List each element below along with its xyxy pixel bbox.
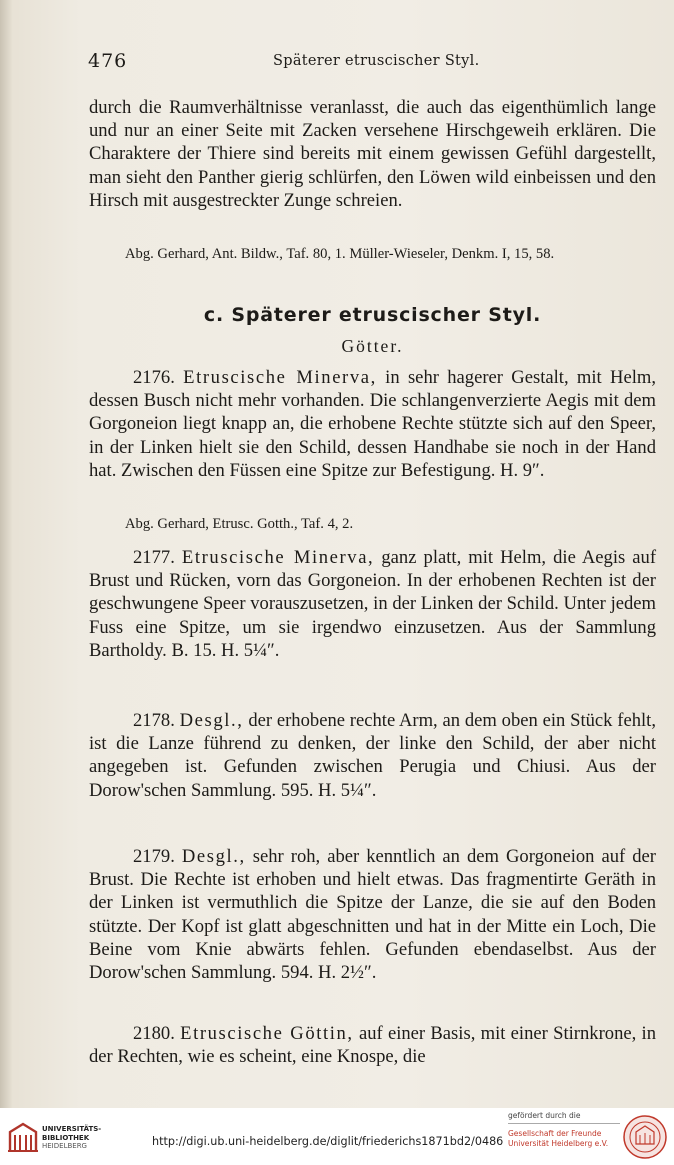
entry-2177 — [89, 546, 656, 662]
university-seal-icon — [622, 1114, 668, 1160]
running-title: Späterer etruscischer Styl. — [273, 53, 480, 69]
digital-copy-url-link[interactable]: http://digi.ub.uni-heidelberg.de/diglit/friederichs1871bd2/0486 — [152, 1135, 504, 1148]
entry-title: Desgl., — [181, 846, 246, 867]
entry-text: auf einer Basis, mit einer Stirnkrone, in der Rechten, wie es scheint, eine Knospe, die — [89, 1023, 656, 1068]
subheading: Götter. — [341, 336, 404, 356]
entry-title: Desgl., — [179, 710, 244, 731]
library-name: UNIVERSITÄTS- BIBLIOTHEK HEIDELBERG — [42, 1125, 102, 1150]
reference-2176: Abg. Gerhard, Etrusc. Gotth., Taf. 4, 2. — [125, 516, 354, 532]
entry-title: Etruscische Minerva, — [181, 547, 375, 568]
library-logo-icon — [6, 1120, 40, 1154]
paragraph-intro: durch die Raumverhältnisse veranlasst, die auch das eigenthümlich lange und nur an einer Seite mit Zacken versehene Hirschgeweih erklären. Die Charaktere der Thiere sind bereits mit einem gewissen Gefühl dargestellt, man sieht den Panther gierig schlürfen, den Löwen wild einbeissen und den Hirsch mit ausgestreckter Zunge schreien. — [89, 97, 656, 211]
entry-2176 — [89, 366, 656, 482]
funder-credit: gefördert durch die Gesellschaft der Freunde Universität Heidelberg e.V. — [508, 1111, 620, 1149]
entry-number: 2178. — [133, 710, 175, 731]
entry-text: der erhobene rechte Arm, an dem oben ein Stück fehlt, ist die Lanze führend zu denken, der linke den Schild, der aber nicht angegeben ist. Gefunden zwischen Perugia und Chiusi. Aus der Dorow'schen Sammlung. 595. H. 5¼″. — [89, 710, 656, 801]
section-heading: c. Späterer etruscischer Styl. — [203, 304, 542, 326]
entry-2178 — [89, 709, 656, 802]
entry-text: in sehr hagerer Gestalt, mit Helm, dessen Busch nicht mehr vorhanden. Die schlangenverzierte Aegis mit dem Gorgoneion liegt knapp an, die erhobene Rechte stützte sich auf den Speer, in der Linken hielt sie den Schild, dessen Handhabe sie noch in der Hand hat. Zwischen den Füssen eine Spitze zur Befestigung. H. 9″. — [89, 367, 656, 481]
entry-text: sehr roh, aber kenntlich an dem Gorgoneion auf der Brust. Die Rechte ist erhoben und hielt etwas. Das fragmentirte Geräth in der Linken ist vermuthlich die Spitze der Lanze, die sie auf den Boden stützte. Der Kopf ist glatt abgeschnitten und hat in der Mitte ein Loch, Die Beine vom Knie abwärts fehlen. Gefunden ebendaselbst. Aus der Dorow'schen Sammlung. 594. H. 2½″. — [89, 846, 656, 984]
footer-bar — [0, 1108, 674, 1165]
entry-number: 2177. — [133, 547, 175, 568]
reference-intro: Abg. Gerhard, Ant. Bildw., Taf. 80, 1. Müller-Wieseler, Denkm. I, 15, 58. — [125, 246, 555, 262]
entry-title: Etruscische Minerva, — [183, 367, 377, 388]
entry-2180 — [89, 1022, 656, 1068]
entry-number: 2179. — [133, 846, 175, 867]
entry-number: 2176. — [133, 367, 175, 388]
entry-text: ganz platt, mit Helm, die Aegis auf Brust und Rücken, vorn das Gorgoneion. In der erhobenen Rechten ist der geschwungene Speer vorauszusetzen, in der Linken der Schild. Unter jedem Fuss eine Spitze, um sie irgendwo einzusetzen. Aus der Sammlung Bartholdy. B. 15. H. 5¼″. — [89, 547, 657, 661]
page-header — [88, 50, 653, 76]
entry-2179 — [89, 845, 656, 984]
entry-title: Etruscische Göttin, — [180, 1023, 354, 1044]
page-number: 476 — [88, 50, 128, 72]
entry-number: 2180. — [133, 1023, 175, 1044]
